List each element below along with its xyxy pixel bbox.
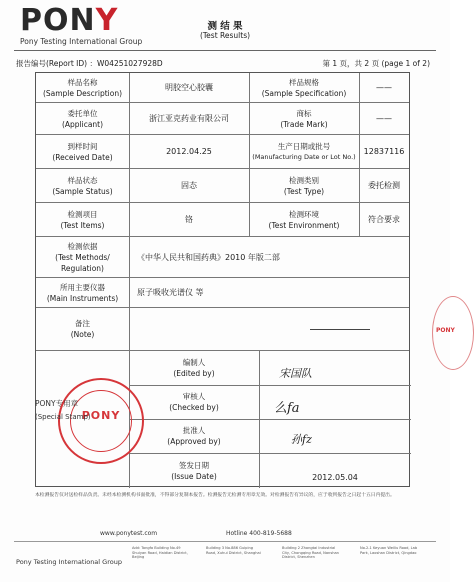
basis-value: 《中华人民共和国药典》2010 年版二部 — [137, 252, 280, 262]
official-seal: PONY — [58, 378, 144, 464]
edited-label: 编制人 (Edited by) — [173, 358, 215, 378]
approved-label: 批准人 (Approved by) — [167, 426, 221, 446]
sample-name-label: 样品名称 (Sample Description) — [42, 77, 123, 98]
footer-address-shanghai: Building 3 No.886 Guiping Road, Xuhui District, Shanghai — [206, 546, 261, 555]
doc-title: 测 结 果 — [207, 21, 243, 32]
sample-spec-label: 样品规格 (Sample Specification) — [261, 77, 347, 98]
doc-title-en: (Test Results) — [199, 31, 251, 40]
footer-hotline: Hotline 400-819-5688 — [226, 530, 292, 537]
trade-mark-label: 商标 (Trade Mark) — [280, 108, 328, 129]
instruments-label: 所用主要仪器 (Main Instruments) — [46, 282, 119, 303]
checked-row — [129, 385, 411, 420]
status-value: 固态 — [181, 181, 197, 190]
issue-label: 签发日期 (Issue Date) — [171, 460, 217, 481]
sample-name-value: 明胶空心胶囊 — [165, 83, 213, 92]
items-value: 铬 — [185, 215, 193, 224]
applicant-label: 委托单位 (Applicant) — [61, 108, 104, 129]
footer-website: www.ponytest.com — [100, 530, 158, 537]
env-label: 检测环境 (Test Environment) — [268, 209, 340, 230]
checked-signature: 么fa — [274, 401, 300, 416]
table-row — [36, 103, 409, 135]
footnote: 本检测报告仅对送检样品负责。未经本检测机构书面批准，不得部分复制本报告。检测报告无检测专用章无效。对检测报告有异议的，应于收到报告之日起十五日内提出。 — [35, 493, 395, 498]
trade-mark-value: —— — [376, 114, 392, 123]
received-value: 2012.04.25 — [166, 147, 212, 156]
edge-seal: PONY — [432, 296, 474, 370]
table-row — [36, 278, 409, 308]
header-divider — [14, 50, 436, 51]
approved-row — [129, 419, 411, 454]
table-row — [36, 73, 409, 103]
edited-row — [129, 351, 411, 386]
page-indicator: 第 1 页，共 2 页 (page 1 of 2) — [322, 59, 430, 68]
approved-signature: 孙fz — [291, 433, 312, 446]
note-label: 备注 (Note) — [70, 319, 95, 339]
items-label: 检测项目 (Test Items) — [60, 209, 105, 230]
footer-address-shenzhen: Building 2 Zhongtai Industrial City, Chongqing Road, Nanshan District, Shenzhen — [282, 546, 339, 560]
table-row — [36, 135, 409, 169]
test-type-label: 检测类别 (Test Type) — [283, 175, 325, 196]
logo: PONY — [20, 3, 119, 38]
issue-date: 2012.05.04 — [312, 473, 358, 482]
test-type-value: 委托检测 — [368, 181, 400, 190]
stamp-label-en: (Special Stamp) — [35, 413, 91, 421]
table-row — [36, 308, 409, 351]
footer-divider — [14, 541, 436, 542]
issue-row — [129, 453, 411, 488]
basis-label: 检测依据 (Test Methods/ Regulation) — [55, 241, 110, 273]
table-row — [36, 169, 409, 203]
mfg-value: 12837116 — [363, 147, 405, 156]
instruments-value: 原子吸收光谱仪 等 — [137, 288, 204, 297]
table-row — [36, 203, 409, 237]
logo-subtitle: Pony Testing International Group — [20, 37, 143, 46]
sample-spec-value: —— — [376, 83, 392, 92]
mfg-label: 生产日期或批号 (Manufacturing Date or Lot No.) — [252, 141, 356, 161]
status-label: 样品状态 (Sample Status) — [52, 175, 113, 196]
note-value — [129, 308, 411, 350]
report-id: 报告编号(Report ID) ：W04251027928D — [16, 59, 163, 68]
footer-address-beijing: Add: Tongfa Building No.49 Shuiyan Road, Haidian District, Beijing — [132, 546, 188, 560]
checked-label: 审核人 (Checked by) — [169, 392, 219, 412]
received-label: 到样时间 (Received Date) — [52, 141, 113, 162]
table-row — [36, 237, 409, 278]
footer-address-qingdao: No.2-1 Keyuan Weiliu Road, Lab Park, Laoshan District, Qingdao — [360, 546, 418, 555]
footer-brand: Pony Testing International Group — [16, 558, 122, 566]
applicant-value: 浙江亚克药业有限公司 — [149, 114, 229, 123]
edited-signature: 宋国队 — [279, 367, 312, 380]
stamp-label: PONY专用章 — [35, 399, 79, 408]
env-value: 符合要求 — [368, 215, 400, 224]
